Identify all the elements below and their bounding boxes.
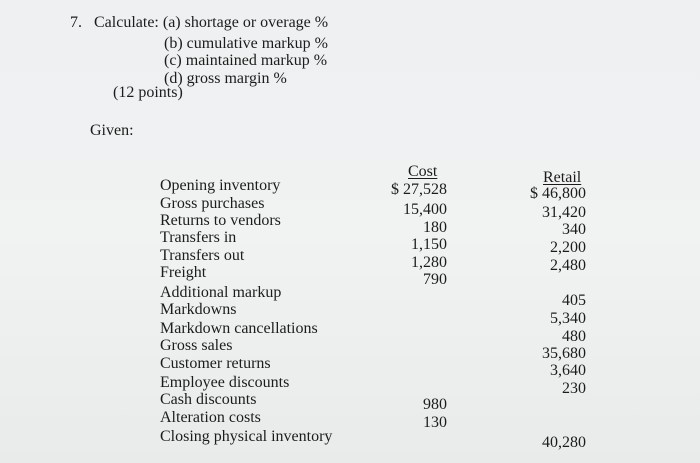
item-label: Closing physical inventory [160,428,333,445]
retail-value: 5,340 [550,310,586,327]
item-label: Opening inventory [160,177,281,194]
retail-value: 2,200 [550,239,586,256]
item-label: Markdowns [160,301,237,318]
part-c: (c) maintained markup % [164,52,328,69]
retail-value: 2,480 [550,257,586,274]
retail-value: 405 [562,292,586,309]
retail-value: $ 46,800 [530,185,586,202]
item-label: Customer returns [160,355,271,372]
item-label: Alteration costs [160,409,261,426]
retail-value: 40,280 [542,434,586,451]
retail-value: 230 [562,380,586,397]
given-label: Given: [90,122,134,139]
part-a: (a) shortage or overage % [162,14,329,31]
item-label: Employee discounts [160,374,290,391]
cost-value: 180 [423,219,447,236]
retail-value: 340 [562,221,586,238]
cost-value: 15,400 [403,201,447,218]
item-label: Cash discounts [160,391,257,408]
points-label: (12 points) [113,84,183,101]
retail-value: 35,680 [542,345,586,362]
retail-value: 31,420 [542,204,586,221]
part-d: (d) gross margin % [164,70,287,87]
calculate-label: Calculate: [94,14,159,31]
retail-value: 3,640 [550,362,586,379]
question-number: 7. [70,14,82,31]
cost-value: 980 [423,396,447,413]
item-label: Returns to vendors [160,212,281,229]
item-label: Transfers in [160,229,237,246]
item-label: Additional markup [160,284,282,301]
cost-value: $ 27,528 [391,181,447,198]
item-label: Freight [160,264,207,281]
item-label: Transfers out [160,247,245,264]
cost-value: 790 [423,271,447,288]
cost-value: 1,150 [411,236,447,253]
retail-value: 480 [562,328,586,345]
cost-value: 1,280 [411,254,447,271]
retail-header: Retail [543,169,582,186]
item-label: Gross purchases [160,195,265,212]
part-b: (b) cumulative markup % [164,35,328,52]
question-lead [94,14,328,32]
cost-header: Cost [408,163,438,180]
cost-value: 130 [423,414,447,431]
item-label: Gross sales [160,337,233,354]
item-label: Markdown cancellations [160,320,318,337]
